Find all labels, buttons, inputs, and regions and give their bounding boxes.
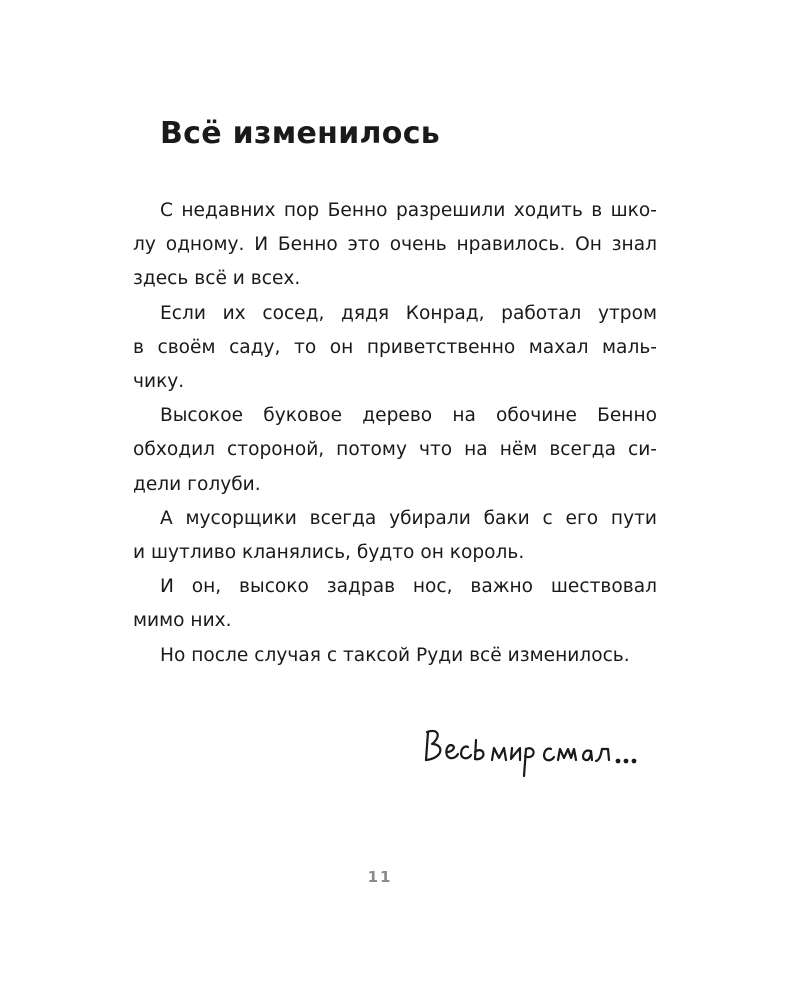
- paragraph: [133, 399, 657, 502]
- text-line: Но после случая с таксой Руди всё изменилось.: [160, 644, 630, 666]
- paragraph: [133, 570, 657, 638]
- text-line: мимо них.: [133, 610, 232, 632]
- text-line: и шутливо кланялись, будто он король.: [133, 542, 525, 564]
- text-line: в своём саду, то он приветственно махал маль-: [133, 336, 657, 358]
- chapter-body: [133, 194, 657, 673]
- text-line: чику.: [133, 371, 185, 393]
- paragraph: [133, 639, 657, 673]
- text-line: лу одному. И Бенно это очень нравилось. Он знал: [133, 234, 657, 256]
- text-line: здесь всё и всех.: [133, 268, 301, 290]
- text-line: обходил стороной, потому что на нём всегда си-: [133, 439, 657, 461]
- paragraph: [133, 194, 657, 297]
- paragraph: [133, 297, 657, 400]
- text-line: Высокое буковое дерево на обочине Бенно: [160, 405, 657, 427]
- page-number: 11: [367, 868, 393, 886]
- chapter-title: Всё изменилось: [160, 116, 441, 151]
- text-line: А мусорщики всегда убирали баки с его пути: [160, 507, 657, 529]
- text-line: С недавних пор Бенно разрешили ходить в шко-: [160, 200, 657, 221]
- paragraph: [133, 502, 657, 570]
- text-line: И он, высоко задрав нос, важно шествовал: [160, 576, 657, 598]
- text-line: дели голуби.: [133, 473, 261, 495]
- text-line: Если их сосед, дядя Конрад, работал утром: [160, 302, 657, 324]
- handwritten-note: [420, 718, 660, 788]
